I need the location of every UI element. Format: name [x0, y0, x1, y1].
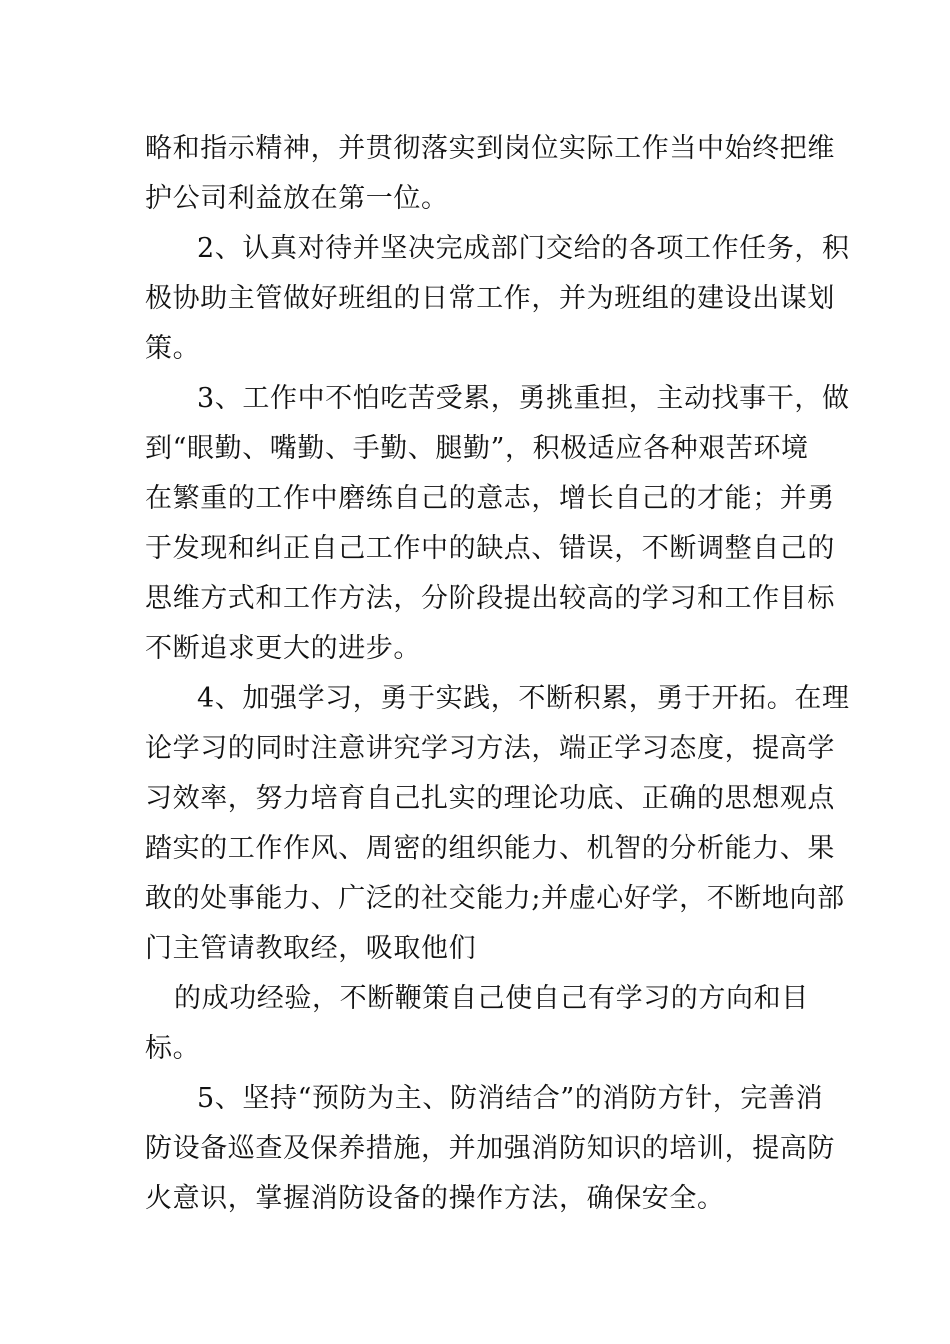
- text-line: 于发现和纠正自己工作中的缺点、错误，不断调整自己的: [145, 533, 835, 564]
- text-line: 到“眼勤、嘴勤、手勤、腿勤”，积极适应各种艰苦环境: [145, 433, 809, 464]
- text-line: 护公司利益放在第一位。: [145, 183, 449, 214]
- text-line: 火意识，掌握消防设备的操作方法，确保安全。: [145, 1183, 725, 1214]
- text-line: 踏实的工作作风、周密的组织能力、机智的分析能力、果: [145, 833, 835, 864]
- text-line: 在繁重的工作中磨练自己的意志，增长自己的才能；并勇: [145, 483, 835, 514]
- paragraph-start-line: 5、坚持“预防为主、防消结合”的消防方针，完善消: [197, 1083, 824, 1114]
- text-line: 防设备巡查及保养措施，并加强消防知识的培训，提高防: [145, 1133, 835, 1164]
- paragraph-start-line: 4、加强学习，勇于实践，不断积累，勇于开拓。在理: [197, 683, 850, 714]
- text-line: 略和指示精神，并贯彻落实到岗位实际工作当中始终把维: [145, 133, 835, 164]
- text-line: 思维方式和工作方法，分阶段提出较高的学习和工作目标: [145, 583, 835, 614]
- text-line: 极协助主管做好班组的日常工作，并为班组的建设出谋划: [145, 283, 835, 314]
- text-line: 不断追求更大的进步。: [145, 633, 421, 664]
- text-line: 习效率，努力培育自己扎实的理论功底、正确的思想观点: [145, 783, 835, 814]
- text-line: 策。: [145, 333, 201, 364]
- text-line: 论学习的同时注意讲究学习方法，端正学习态度，提高学: [145, 733, 835, 764]
- paragraph-start-line: 的成功经验，不断鞭策自己使自己有学习的方向和目: [174, 983, 809, 1014]
- paragraph-start-line: 2、认真对待并坚决完成部门交给的各项工作任务，积: [197, 233, 850, 264]
- text-line: 标。: [145, 1033, 201, 1064]
- text-line: 敢的处事能力、广泛的社交能力;并虚心好学，不断地向部: [145, 883, 845, 914]
- text-line: 门主管请教取经，吸取他们: [145, 933, 477, 964]
- paragraph-start-line: 3、工作中不怕吃苦受累，勇挑重担，主动找事干，做: [197, 383, 850, 414]
- document-page: [145, 0, 850, 1344]
